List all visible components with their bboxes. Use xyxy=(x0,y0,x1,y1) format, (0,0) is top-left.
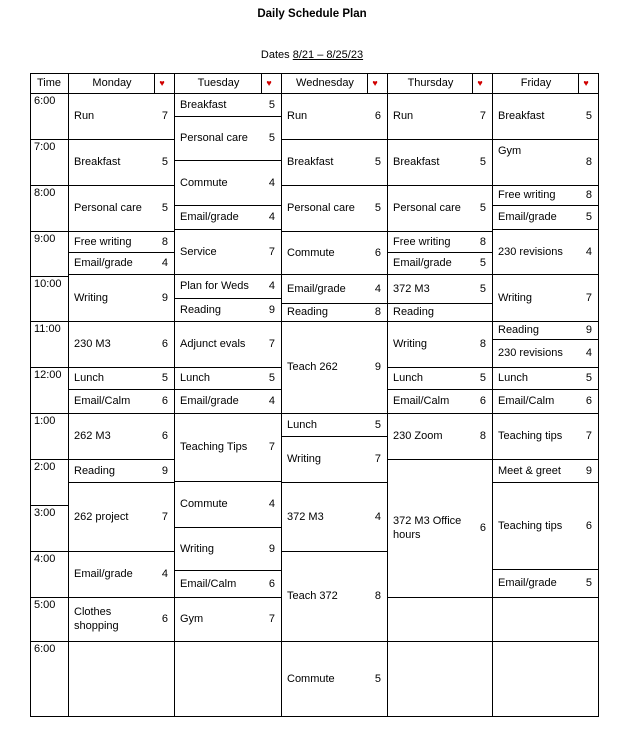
schedule-cell xyxy=(387,139,492,185)
rating-value: 7 xyxy=(161,110,168,122)
rating-value: 5 xyxy=(268,132,275,144)
time-row-border xyxy=(30,413,69,414)
activity-label: Commute xyxy=(180,176,228,189)
schedule-cell xyxy=(387,321,492,367)
header-heart-divider xyxy=(578,73,579,94)
rating-value: 7 xyxy=(479,110,486,122)
rating-value: 5 xyxy=(585,372,592,384)
header-heart-divider xyxy=(154,73,155,94)
activity-label: Reading xyxy=(498,324,539,336)
activity-label: Teaching tips xyxy=(498,519,563,532)
rating-value: 6 xyxy=(585,395,592,407)
rating-value: 4 xyxy=(374,510,381,523)
schedule-cell xyxy=(68,482,174,551)
activity-label: Run xyxy=(287,110,308,122)
activity-label: Adjunct evals xyxy=(180,338,246,350)
rating-value: 7 xyxy=(268,245,275,258)
rating-value: 4 xyxy=(268,211,275,223)
activity-label: Service xyxy=(180,245,217,258)
schedule-cell xyxy=(174,641,281,716)
activity-label: Reading xyxy=(287,306,328,318)
activity-label: Plan for Weds xyxy=(180,280,249,292)
schedule-cell xyxy=(174,205,281,229)
rating-value: 9 xyxy=(374,361,381,373)
activity-label: Free writing xyxy=(74,235,132,248)
table-bottom-border xyxy=(30,716,599,717)
activity-label: Email/grade xyxy=(74,568,133,580)
schedule-cell xyxy=(174,597,281,641)
time-label: 7:00 xyxy=(34,141,56,153)
schedule-cell xyxy=(174,229,281,274)
activity-label: Personal care xyxy=(180,132,248,144)
schedule-cell xyxy=(492,321,598,339)
activity-label: Email/grade xyxy=(180,211,239,223)
activity-label: 230 Zoom xyxy=(393,430,443,442)
activity-label: Gym xyxy=(498,145,522,157)
time-row-border xyxy=(30,597,69,598)
rating-value: 8 xyxy=(479,338,486,350)
schedule-cell xyxy=(492,482,598,569)
schedule-cell xyxy=(68,252,174,274)
header-monday: Monday xyxy=(92,77,132,89)
rating-value: 5 xyxy=(161,156,168,168)
time-row-border xyxy=(30,139,69,140)
activity-label: Free writing xyxy=(393,235,451,248)
activity-label: Reading xyxy=(393,306,434,318)
schedule-cell xyxy=(492,339,598,367)
rating-value: 6 xyxy=(374,246,381,259)
heart-icon: ♥ xyxy=(583,78,589,88)
rating-value: 4 xyxy=(585,245,592,258)
schedule-cell xyxy=(281,231,387,274)
schedule-cell xyxy=(281,641,387,716)
rating-value: 6 xyxy=(161,338,168,350)
time-label: 8:00 xyxy=(34,187,56,199)
activity-label: Personal care xyxy=(287,202,355,214)
rating-value: 5 xyxy=(268,372,275,384)
schedule-cell xyxy=(387,93,492,139)
schedule-cell xyxy=(387,185,492,231)
schedule-cell xyxy=(492,569,598,597)
time-row-border xyxy=(30,231,69,232)
schedule-cell xyxy=(68,367,174,389)
time-label: 9:00 xyxy=(34,233,56,245)
activity-label: Gym xyxy=(180,613,204,625)
schedule-cell xyxy=(387,303,492,321)
activity-label: 230 revisions xyxy=(498,347,563,359)
schedule-cell xyxy=(281,93,387,139)
schedule-cell xyxy=(174,413,281,481)
schedule-cell xyxy=(68,413,174,459)
heart-icon: ♥ xyxy=(159,78,165,88)
activity-label: Teaching tips xyxy=(498,430,563,442)
rating-value: 5 xyxy=(161,202,168,214)
rating-value: 9 xyxy=(161,291,168,304)
schedule-cell xyxy=(387,231,492,252)
time-row-border xyxy=(30,321,69,322)
schedule-cell xyxy=(387,459,492,597)
activity-label: Email/Calm xyxy=(393,395,450,407)
rating-value: 7 xyxy=(268,441,275,453)
header-tuesday: Tuesday xyxy=(197,77,240,89)
time-row-border xyxy=(30,185,69,186)
activity-label: 372 M3 xyxy=(287,510,324,523)
schedule-cell xyxy=(387,597,492,641)
schedule-cell xyxy=(174,116,281,160)
time-row-border xyxy=(30,276,69,277)
schedule-cell xyxy=(281,303,387,321)
rating-value: 5 xyxy=(161,372,168,384)
rating-value: 9 xyxy=(268,303,275,316)
rating-value: 6 xyxy=(161,613,168,625)
column-border xyxy=(598,73,599,717)
schedule-cell xyxy=(492,597,598,641)
rating-value: 6 xyxy=(479,522,486,534)
rating-value: 5 xyxy=(585,211,592,223)
time-row-border xyxy=(30,641,69,642)
schedule-cell xyxy=(68,641,174,716)
rating-value: 8 xyxy=(479,430,486,442)
table-top-border xyxy=(30,73,599,74)
rating-value: 5 xyxy=(374,418,381,431)
activity-label: Writing xyxy=(393,338,428,350)
schedule-cell xyxy=(174,274,281,298)
activity-label: Lunch xyxy=(287,418,317,431)
activity-label: Lunch xyxy=(498,372,528,384)
time-label: 5:00 xyxy=(34,599,56,611)
time-row-border xyxy=(30,505,69,506)
activity-label: Free writing xyxy=(498,189,556,201)
rating-value: 5 xyxy=(374,202,381,214)
time-row-border xyxy=(30,459,69,460)
schedule-cell xyxy=(174,389,281,413)
rating-value: 9 xyxy=(585,324,592,336)
heart-icon: ♥ xyxy=(372,78,378,88)
rating-value: 5 xyxy=(585,577,592,589)
schedule-cell xyxy=(68,274,174,321)
rating-value: 7 xyxy=(268,613,275,625)
schedule-cell xyxy=(68,597,174,641)
schedule-cell xyxy=(387,367,492,389)
activity-label: Lunch xyxy=(180,372,210,384)
rating-value: 8 xyxy=(374,306,381,318)
rating-value: 6 xyxy=(268,577,275,590)
activity-label: Personal care xyxy=(74,202,142,214)
schedule-cell xyxy=(174,527,281,570)
rating-value: 7 xyxy=(268,338,275,350)
schedule-cell xyxy=(281,436,387,482)
schedule-cell xyxy=(492,641,598,716)
rating-value: 5 xyxy=(479,282,486,295)
activity-label: Teach 262 xyxy=(287,361,338,373)
column-border xyxy=(30,73,31,717)
activity-label: Breakfast xyxy=(393,156,440,168)
header-heart-divider xyxy=(261,73,262,94)
schedule-cell xyxy=(68,93,174,139)
schedule-cell xyxy=(492,205,598,229)
activity-label: Reading xyxy=(180,303,221,316)
schedule-cell xyxy=(387,274,492,303)
rating-value: 7 xyxy=(161,510,168,523)
rating-value: 4 xyxy=(161,257,168,269)
activity-label: Writing xyxy=(74,291,109,304)
activity-label: Clothes shopping xyxy=(74,606,119,632)
activity-label: Run xyxy=(74,110,95,122)
rating-value: 9 xyxy=(585,464,592,477)
schedule-cell xyxy=(492,274,598,321)
schedule-cell xyxy=(281,139,387,185)
time-label: 12:00 xyxy=(34,369,62,381)
rating-value: 8 xyxy=(374,590,381,602)
schedule-cell xyxy=(174,321,281,367)
activity-label: 372 M3 xyxy=(393,282,430,295)
schedule-cell xyxy=(281,551,387,641)
activity-label: Email/Calm xyxy=(74,395,131,407)
schedule-cell xyxy=(68,551,174,597)
schedule-cell xyxy=(492,93,598,139)
rating-value: 6 xyxy=(161,395,168,407)
schedule-cell xyxy=(68,389,174,413)
schedule-cell xyxy=(492,185,598,205)
time-label: 4:00 xyxy=(34,553,56,565)
time-row-border xyxy=(30,551,69,552)
time-label: 11:00 xyxy=(34,323,61,335)
rating-value: 4 xyxy=(268,395,275,407)
header-wednesday: Wednesday xyxy=(296,77,354,89)
time-label: 1:00 xyxy=(34,415,56,427)
activity-label: Writing xyxy=(498,291,533,304)
header-time: Time xyxy=(36,77,62,89)
schedule-cell xyxy=(387,389,492,413)
schedule-cell xyxy=(174,93,281,116)
activity-label: Commute xyxy=(180,498,228,510)
schedule-cell xyxy=(174,367,281,389)
activity-label: Email/grade xyxy=(180,395,239,407)
time-label: 3:00 xyxy=(34,507,56,519)
schedule-cell xyxy=(68,231,174,252)
rating-value: 4 xyxy=(268,176,275,189)
rating-value: 5 xyxy=(479,156,486,168)
activity-label: Reading xyxy=(74,464,115,477)
rating-value: 6 xyxy=(374,110,381,122)
schedule-cell xyxy=(492,413,598,459)
rating-value: 8 xyxy=(585,189,592,201)
activity-label: 230 revisions xyxy=(498,245,563,258)
schedule-cell xyxy=(387,413,492,459)
schedule-cell xyxy=(492,389,598,413)
schedule-cell xyxy=(174,160,281,205)
activity-label: Email/grade xyxy=(498,577,557,589)
activity-label: Email/grade xyxy=(393,257,452,269)
activity-label: Breakfast xyxy=(74,156,121,168)
rating-value: 5 xyxy=(479,202,486,214)
rating-value: 6 xyxy=(585,519,592,532)
activity-label: Breakfast xyxy=(180,98,227,111)
activity-label: Teach 372 xyxy=(287,590,338,602)
activity-label: Lunch xyxy=(74,372,104,384)
header-friday: Friday xyxy=(520,77,552,89)
activity-label: Writing xyxy=(287,453,322,465)
header-heart-divider xyxy=(472,73,473,94)
schedule-cell xyxy=(492,367,598,389)
rating-value: 7 xyxy=(585,291,592,304)
dates-value: 8/21 – 8/25/23 xyxy=(292,49,364,61)
time-label: 6:00 xyxy=(34,643,56,655)
activity-label: Commute xyxy=(287,672,335,685)
rating-value: 7 xyxy=(585,430,592,442)
activity-label: Email/Calm xyxy=(180,577,237,590)
header-heart-divider xyxy=(367,73,368,94)
heart-icon: ♥ xyxy=(477,78,483,88)
rating-value: 4 xyxy=(161,568,168,580)
rating-value: 7 xyxy=(374,453,381,465)
activity-label: Personal care xyxy=(393,202,461,214)
activity-label: Run xyxy=(393,110,414,122)
rating-value: 9 xyxy=(268,542,275,555)
rating-value: 4 xyxy=(268,280,275,292)
heart-icon: ♥ xyxy=(266,78,272,88)
activity-label: Teaching Tips xyxy=(180,441,248,453)
activity-label: Email/Calm xyxy=(498,395,555,407)
rating-value: 8 xyxy=(161,235,168,248)
activity-label: 262 project xyxy=(74,510,129,523)
dates-label: Dates xyxy=(260,49,290,61)
rating-value: 5 xyxy=(268,98,275,111)
activity-label: Breakfast xyxy=(498,110,545,122)
rating-value: 8 xyxy=(479,235,486,248)
schedule-cell xyxy=(492,229,598,274)
rating-value: 8 xyxy=(585,156,592,168)
activity-label: Email/grade xyxy=(498,211,557,223)
activity-label: Breakfast xyxy=(287,156,334,168)
time-label: 10:00 xyxy=(34,278,62,290)
schedule-cell xyxy=(174,481,281,527)
activity-label: Meet & greet xyxy=(498,464,561,477)
schedule-cell xyxy=(281,321,387,413)
activity-label: Email/grade xyxy=(287,282,346,295)
rating-value: 5 xyxy=(374,156,381,168)
schedule-cell xyxy=(281,413,387,436)
rating-value: 5 xyxy=(585,110,592,122)
activity-label: 262 M3 xyxy=(74,430,111,442)
time-label: 2:00 xyxy=(34,461,56,473)
activity-label: Writing xyxy=(180,542,215,555)
schedule-cell xyxy=(492,139,598,185)
schedule-cell xyxy=(68,185,174,231)
rating-value: 4 xyxy=(268,498,275,510)
activity-label: 372 M3 Office hours xyxy=(393,515,462,541)
activity-label: Email/grade xyxy=(74,257,133,269)
rating-value: 5 xyxy=(479,372,486,384)
schedule-cell xyxy=(387,252,492,274)
rating-value: 5 xyxy=(374,672,381,685)
schedule-cell xyxy=(68,321,174,367)
schedule-cell xyxy=(492,459,598,482)
page-title: Daily Schedule Plan xyxy=(257,8,367,20)
activity-label: Commute xyxy=(287,246,335,259)
header-thursday: Thursday xyxy=(407,77,454,89)
time-row-border xyxy=(30,367,69,368)
schedule-cell xyxy=(174,570,281,597)
rating-value: 6 xyxy=(479,395,486,407)
rating-value: 5 xyxy=(479,257,486,269)
rating-value: 4 xyxy=(374,282,381,295)
time-label: 6:00 xyxy=(34,95,56,107)
rating-value: 4 xyxy=(585,347,592,359)
schedule-cell xyxy=(68,139,174,185)
schedule-cell xyxy=(68,459,174,482)
activity-label: 230 M3 xyxy=(74,338,111,350)
schedule-cell xyxy=(281,482,387,551)
schedule-cell xyxy=(174,298,281,321)
activity-label: Lunch xyxy=(393,372,423,384)
rating-value: 9 xyxy=(161,464,168,477)
rating-value: 6 xyxy=(161,430,168,442)
schedule-cell xyxy=(387,641,492,716)
schedule-cell xyxy=(281,185,387,231)
schedule-cell xyxy=(281,274,387,303)
